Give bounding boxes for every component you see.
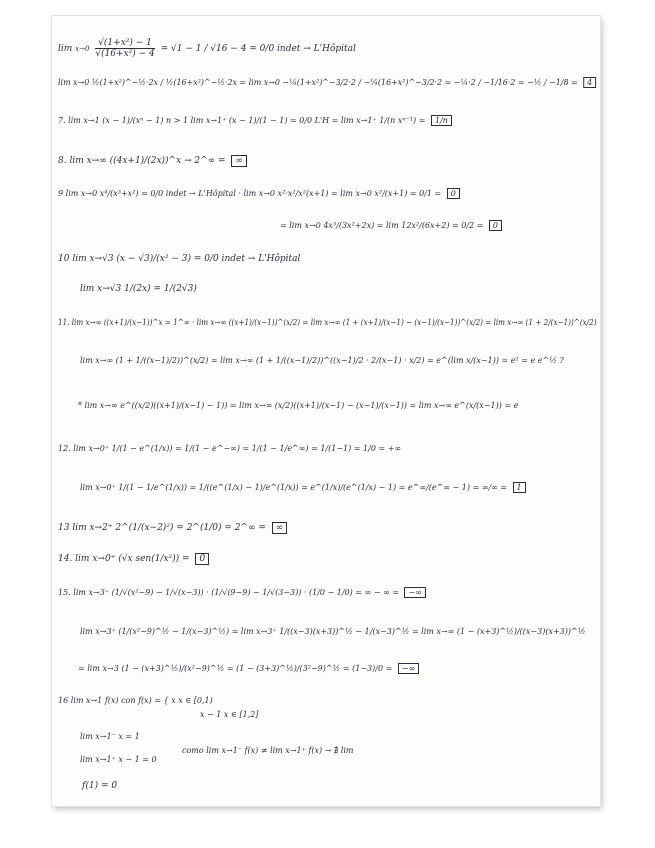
problem-16-line-1b: x − 1 x ∈ [1,2] bbox=[200, 710, 259, 719]
problem-16-line-1: 16 lim x→1 f(x) con f(x) = { x x ∈ [0,1) bbox=[58, 696, 213, 705]
problem-6-line-2: lim x→0 ½(1+x²)^−½·2x / ½(16+x²)^−½·2x = lim x→0 −¼(1+x²)^−3/2·2 / −¼(16+x²)^−3/2·2 = −¼·2 / −1/16·2 = −½ / −1/8 = 4 bbox=[58, 78, 596, 87]
notebook-page bbox=[52, 16, 600, 806]
problem-16-line-4: f(1) = 0 bbox=[82, 781, 118, 791]
problem-6-line-1: lim x→0 $\frac{\text{√(1+x²) − 1}}{\text{√(16+x²) − 4}}$ = √1 − 1 / √16 − 4 = 0/0 indet → L'Hôpital bbox=[58, 38, 356, 59]
problem-9-line-2: = lim x→0 4x³/(3x²+2x) = lim 12x²/(6x+2) = 0/2 = 0 bbox=[280, 221, 502, 230]
problem-12-line-2: lim x→0⁺ 1/(1 − 1/e^(1/x)) = 1/((e^(1/x) − 1)/e^(1/x)) = e^(1/x)/(e^(1/x) − 1) = e^∞/(e^∞ − 1) = ∞/∞ = 1 bbox=[80, 483, 526, 492]
problem-15-line-1: 15. lim x→3⁺ (1/√(x²−9) − 1/√(x−3)) · (1/√(9−9) − 1/√(3−3)) · (1/0 − 1/0) = ∞ − ∞ = −∞ bbox=[58, 588, 426, 597]
problem-10-line-2: lim x→√3 1/(2x) = 1/(2√3) bbox=[80, 284, 197, 294]
problem-15-line-2: lim x→3⁺ (1/(x²−9)^½ − 1/(x−3)^½) = lim x→3⁺ 1/((x−3)(x+3))^½ − 1/(x−3)^½ = lim x→∞ (1 − (x+3)^½)/((x−3)(x+3))^½ bbox=[80, 627, 586, 636]
problem-11-line-1: 11. lim x→∞ ((x+1)/(x−1))^x = 1^∞ · lim x→∞ ((x+1)/(x−1))^(x/2) = lim x→∞ (1 + (x+1)/(x−1) − (x−1)/(x−1))^(x/2) = lim x→∞ (1 + 2/(x−1))^(x/2) bbox=[58, 318, 597, 327]
problem-7: 7. lim x→1 (x − 1)/(xⁿ − 1) n > 1 lim x→1⁺ (x − 1)/(1 − 1) = 0/0 L'H = lim x→1⁺ 1/(n xⁿ⁻¹) = 1/n bbox=[58, 116, 452, 125]
problem-8: 8. lim x→∞ ((4x+1)/(2x))^x → 2^∞ = ∞ bbox=[58, 156, 247, 166]
problem-12-line-1: 12. lim x→0⁺ 1/(1 − e^(1/x)) = 1/(1 − e^−∞) = 1/(1 − 1/e^∞) = 1/(1−1) = 1/0 = +∞ bbox=[58, 444, 402, 453]
problem-11-line-2: lim x→∞ (1 + 1/((x−1)/2))^(x/2) = lim x→∞ (1 + 1/((x−1)/2))^((x−1)/2 · 2/(x−1) · x/2) = e^(lim x/(x−1)) = e¹ = e e^½ ? bbox=[80, 356, 564, 365]
problem-14: 14. lim x→0⁺ (√x sen(1/x²)) = 0 bbox=[58, 554, 209, 564]
problem-9-line-1: 9 lim x→0 x⁴/(x³+x²) = 0/0 indet → L'Hôpital · lim x→0 x²·x²/x²(x+1) = lim x→0 x²/(x+1) = 0/1 = 0 bbox=[58, 189, 460, 198]
problem-16-line-2: lim x→1⁻ x = 1 bbox=[80, 732, 140, 741]
problem-10-line-1: 10 lim x→√3 (x − √3)/(x² − 3) = 0/0 indet → L'Hôpital bbox=[58, 254, 301, 264]
problem-16-line-3: lim x→1⁺ x − 1 = 0 bbox=[80, 755, 157, 764]
problem-11-line-3: * lim x→∞ e^((x/2)((x+1)/(x−1) − 1)) = lim x→∞ (x/2)((x+1)/(x−1) − (x−1)/(x−1)) = lim x→∞ e^(x/(x−1)) = e bbox=[78, 401, 519, 410]
problem-15-line-3: = lim x→3 (1 − (x+3)^½)/(x²−9)^½ = (1 − (3+3)^½)/(3²−9)^½ = (1−3)/0 = −∞ bbox=[78, 664, 419, 673]
problem-13: 13 lim x→2⁺ 2^(1/(x−2)²) = 2^(1/0) = 2^∞ = ∞ bbox=[58, 523, 287, 533]
problem-16-conclusion: como lim x→1⁻ f(x) ≠ lim x→1⁺ f(x) → ∄ lim bbox=[182, 746, 354, 755]
